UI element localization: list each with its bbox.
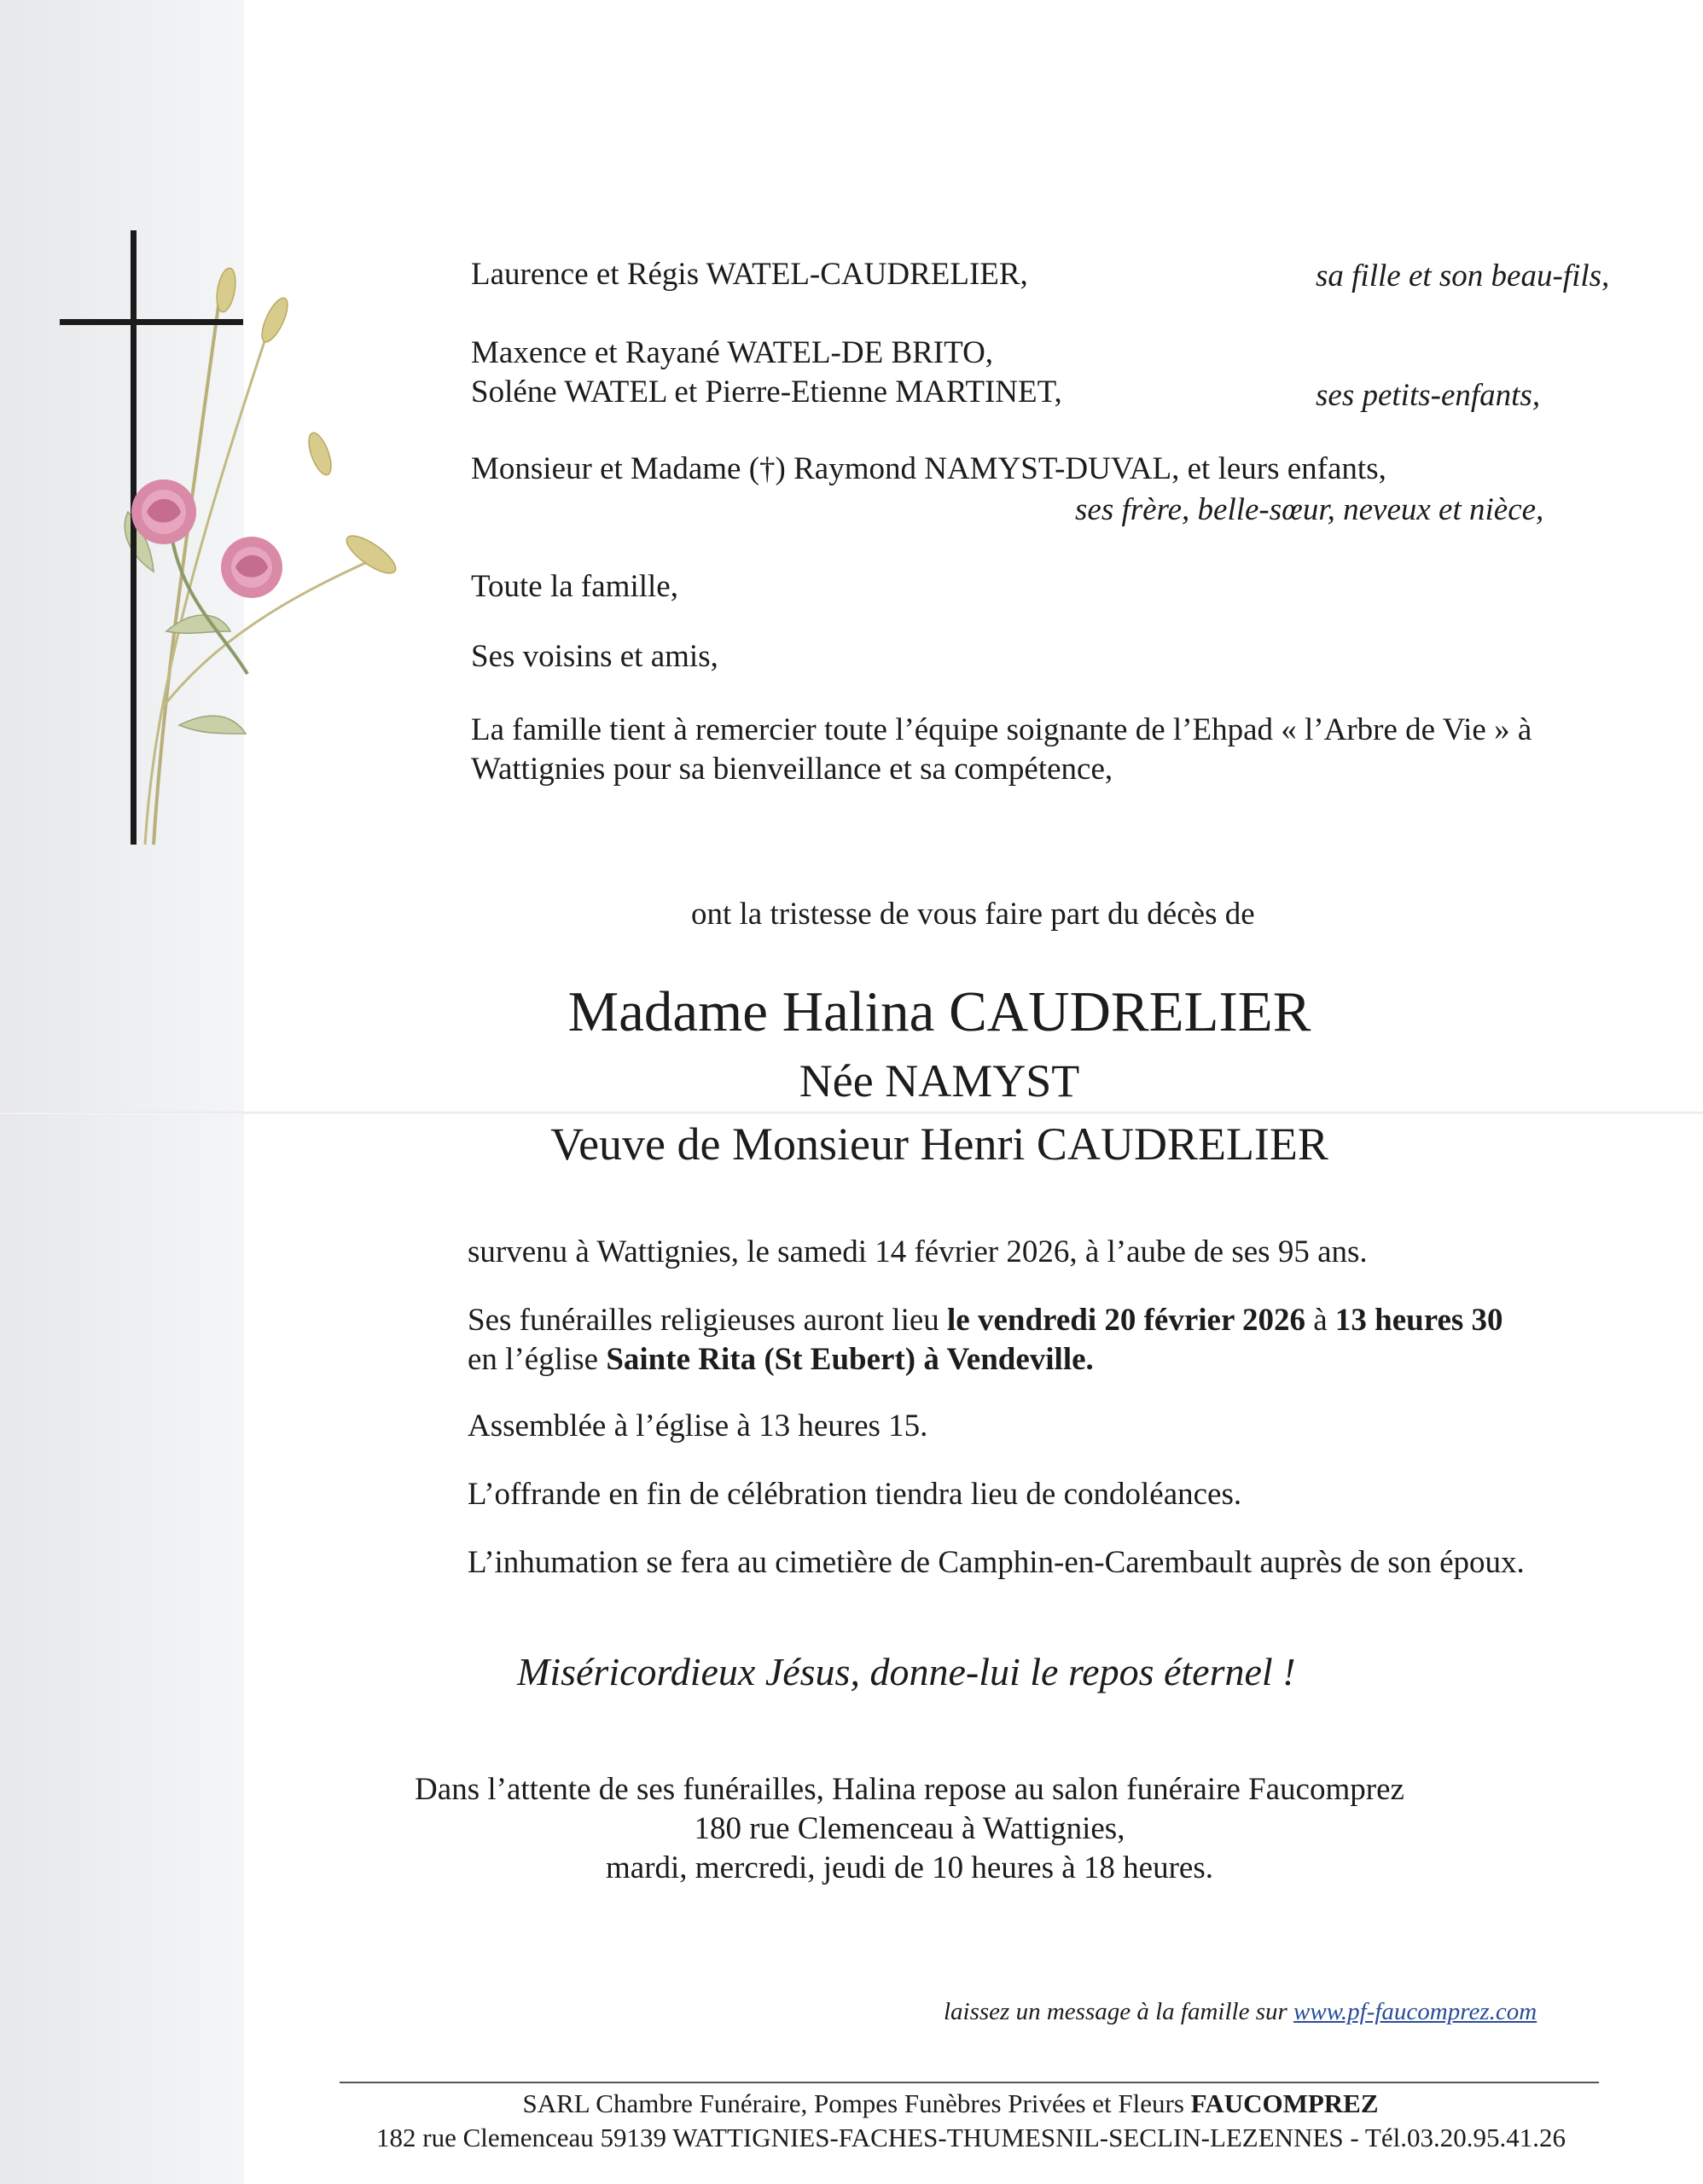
family-relation-3: ses frère, belle-sœur, neveux et nièce, bbox=[1075, 492, 1544, 527]
footer-company-desc: SARL Chambre Funéraire, Pompes Funèbres Privées et Fleurs bbox=[522, 2088, 1191, 2118]
funeral-line-1 bbox=[468, 1302, 1503, 1339]
deceased-nee: Née NAMYST bbox=[799, 1055, 1080, 1107]
church-intro: en l’église bbox=[468, 1342, 607, 1377]
footer-divider bbox=[340, 2082, 1599, 2083]
family-relation-2: ses petits-enfants, bbox=[1316, 378, 1541, 413]
family-line-3: Monsieur et Madame (†) Raymond NAMYST-DUVAL, et leurs enfants, bbox=[471, 451, 1386, 486]
deceased-veuve: Veuve de Monsieur Henri CAUDRELIER bbox=[550, 1118, 1328, 1170]
death-info: survenu à Wattignies, le samedi 14 février 2026, à l’aube de ses 95 ans. bbox=[468, 1234, 1368, 1269]
funeral-date: le vendredi 20 février 2026 bbox=[947, 1303, 1305, 1338]
message-text: laissez un message à la famille sur bbox=[944, 1998, 1294, 2025]
footer-company-name: FAUCOMPREZ bbox=[1190, 2088, 1379, 2118]
funeral-a: à bbox=[1305, 1303, 1335, 1338]
family-line-4: Toute la famille, bbox=[471, 569, 678, 604]
thanks-line-2: Wattignies pour sa bienveillance et sa compétence, bbox=[471, 752, 1113, 787]
salon-line-2: 180 rue Clemenceau à Wattignies, bbox=[694, 1811, 1125, 1846]
website-link[interactable]: www.pf-faucomprez.com bbox=[1293, 1998, 1537, 2025]
deceased-name: Madame Halina CAUDRELIER bbox=[567, 980, 1311, 1043]
footer-company bbox=[0, 2088, 1703, 2119]
offering-info: L’offrande en fin de célébration tiendra lieu de condoléances. bbox=[468, 1477, 1242, 1512]
message-line bbox=[944, 1993, 1537, 2030]
family-relation-1: sa fille et son beau-fils, bbox=[1316, 258, 1610, 293]
salon-line-3: mardi, mercredi, jeudi de 10 heures à 18 heures. bbox=[606, 1850, 1213, 1885]
family-line-2a: Maxence et Rayané WATEL-DE BRITO, bbox=[471, 335, 994, 370]
salon-line-1: Dans l’attente de ses funérailles, Halina repose au salon funéraire Faucomprez bbox=[415, 1772, 1404, 1807]
cross-with-wheat-and-roses-icon bbox=[51, 230, 410, 853]
intro-text: ont la tristesse de vous faire part du décès de bbox=[691, 897, 1255, 932]
burial-info: L’inhumation se fera au cimetière de Camphin-en-Carembault auprès de son époux. bbox=[468, 1545, 1525, 1580]
assembly-info: Assemblée à l’église à 13 heures 15. bbox=[468, 1409, 928, 1443]
prayer-text: Miséricordieux Jésus, donne-lui le repos éternel ! bbox=[517, 1650, 1296, 1693]
funeral-intro: Ses funérailles religieuses auront lieu bbox=[468, 1303, 948, 1338]
family-line-2b: Soléne WATEL et Pierre-Etienne MARTINET, bbox=[471, 375, 1062, 410]
family-line-5: Ses voisins et amis, bbox=[471, 639, 718, 674]
funeral-time: 13 heures 30 bbox=[1334, 1303, 1503, 1338]
church-name: Sainte Rita (St Eubert) à Vendeville. bbox=[606, 1342, 1094, 1377]
footer-address: 182 rue Clemenceau 59139 WATTIGNIES-FACHES-THUMESNIL-SECLIN-LEZENNES - Tél.03.20.95.41.26 bbox=[376, 2123, 1566, 2152]
funeral-line-2 bbox=[468, 1341, 1094, 1379]
thanks-line-1: La famille tient à remercier toute l’équipe soignante de l’Ehpad « l’Arbre de Vie » à bbox=[471, 712, 1532, 747]
family-line-1: Laurence et Régis WATEL-CAUDRELIER, bbox=[471, 257, 1028, 292]
fold-line bbox=[0, 1112, 1703, 1114]
